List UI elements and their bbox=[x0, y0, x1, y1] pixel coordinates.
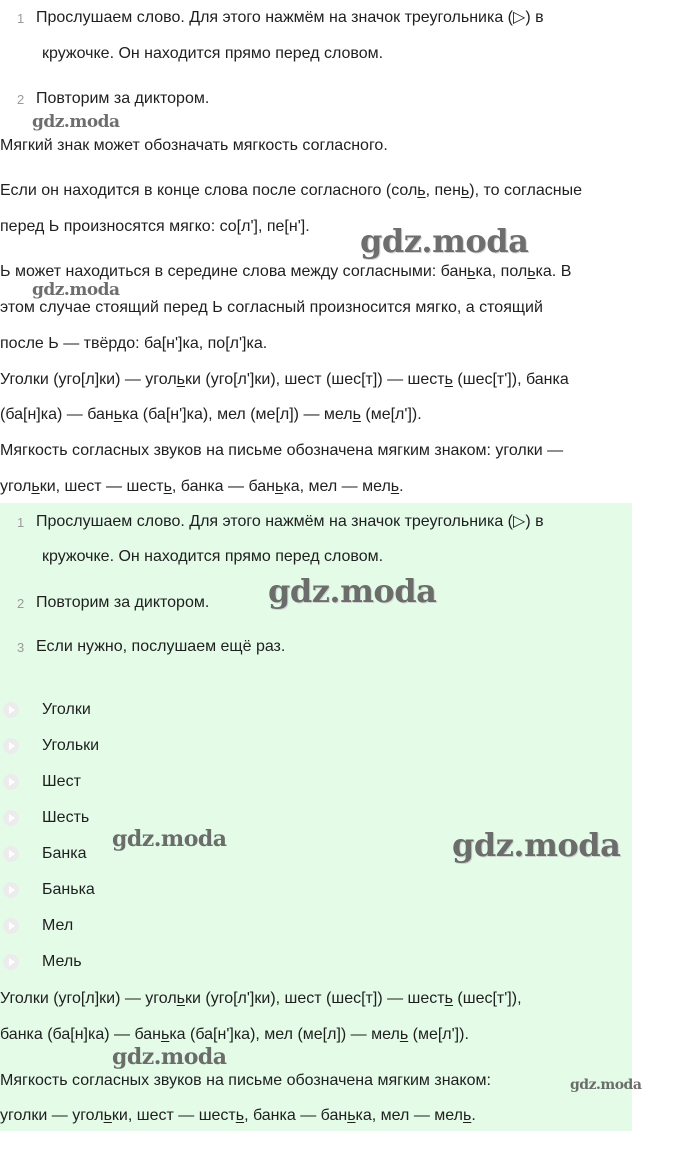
word-label: Банька bbox=[42, 881, 95, 898]
play-button[interactable] bbox=[3, 774, 19, 790]
play-button[interactable] bbox=[3, 918, 19, 934]
step-text: Прослушаем слово. Для этого нажмём на значок треугольника (▷) в bbox=[36, 9, 544, 26]
watermark: gdz.moda bbox=[360, 222, 529, 260]
theory-paragraph: Мягкий знак может обозначать мягкость согласного. bbox=[0, 137, 388, 154]
step-number: 2 bbox=[17, 92, 25, 107]
step-text: кружочке. Он находится прямо перед словом. bbox=[42, 45, 384, 62]
answer-line: Уголки (уго[л]ки) — угольки (уго[л']ки), шест (шес[т]) — шесть (шес[т']), банка bbox=[0, 371, 569, 388]
watermark: gdz.moda bbox=[570, 1077, 642, 1093]
play-button[interactable] bbox=[3, 738, 19, 754]
answer-line: Уголки (уго[л]ки) — угольки (уго[л']ки), шест (шес[т]) — шесть (шес[т']), bbox=[0, 990, 522, 1007]
answer-line: банка (ба[н]ка) — банька (ба[н']ка), мел (ме[л]) — мель (ме[л']). bbox=[0, 1026, 469, 1043]
play-button[interactable] bbox=[3, 702, 19, 718]
watermark: gdz.moda bbox=[32, 112, 120, 132]
play-button[interactable] bbox=[3, 846, 19, 862]
theory-paragraph: перед Ь произносятся мягко: со[л'], пе[н']. bbox=[0, 218, 310, 235]
watermark: gdz.moda bbox=[32, 280, 120, 300]
theory-paragraph: Ь может находиться в середине слова между согласными: банька, полька. В bbox=[0, 263, 572, 280]
step-text: Повторим за диктором. bbox=[36, 90, 210, 107]
answer-line: уголки — угольки, шест — шесть, банка — банька, мел — мель. bbox=[0, 1107, 476, 1124]
watermark: gdz.moda bbox=[452, 826, 621, 864]
answer-line: (ба[н]ка) — банька (ба[н']ка), мел (ме[л]) — мель (ме[л']). bbox=[0, 406, 422, 423]
play-button[interactable] bbox=[3, 882, 19, 898]
step-text: кружочке. Он находится прямо перед словом. bbox=[42, 548, 384, 565]
theory-paragraph: этом случае стоящий перед Ь согласный произносится мягко, а стоящий bbox=[0, 299, 543, 316]
step-number: 2 bbox=[17, 596, 25, 611]
step-text: Если нужно, послушаем ещё раз. bbox=[36, 638, 286, 655]
play-button[interactable] bbox=[3, 954, 19, 970]
step-number: 3 bbox=[17, 640, 25, 655]
step-text: Прослушаем слово. Для этого нажмём на значок треугольника (▷) в bbox=[36, 513, 544, 530]
step-text: Повторим за диктором. bbox=[36, 594, 210, 611]
watermark: gdz.moda bbox=[112, 1044, 227, 1070]
word-label: Угольки bbox=[42, 737, 100, 754]
word-label: Шесть bbox=[42, 809, 90, 826]
answer-line: Мягкость согласных звуков на письме обозначена мягким знаком: уголки — bbox=[0, 442, 564, 459]
word-label: Уголки bbox=[42, 701, 91, 718]
word-label: Шест bbox=[42, 773, 81, 790]
theory-paragraph: после Ь — твёрдо: ба[н']ка, по[л']ка. bbox=[0, 335, 268, 352]
theory-paragraph: Если он находится в конце слова после согласного (соль, пень), то согласные bbox=[0, 182, 583, 199]
word-label: Мел bbox=[42, 917, 74, 934]
step-number: 1 bbox=[17, 515, 25, 530]
answer-line: Мягкость согласных звуков на письме обозначена мягким знаком: bbox=[0, 1072, 491, 1089]
play-button[interactable] bbox=[3, 810, 19, 826]
watermark: gdz.moda bbox=[268, 572, 437, 610]
word-label: Банка bbox=[42, 845, 87, 862]
answer-line: угольки, шест — шесть, банка — банька, мел — мель. bbox=[0, 478, 404, 495]
word-label: Мель bbox=[42, 953, 82, 970]
step-number: 1 bbox=[17, 11, 25, 26]
watermark: gdz.moda bbox=[112, 826, 227, 852]
